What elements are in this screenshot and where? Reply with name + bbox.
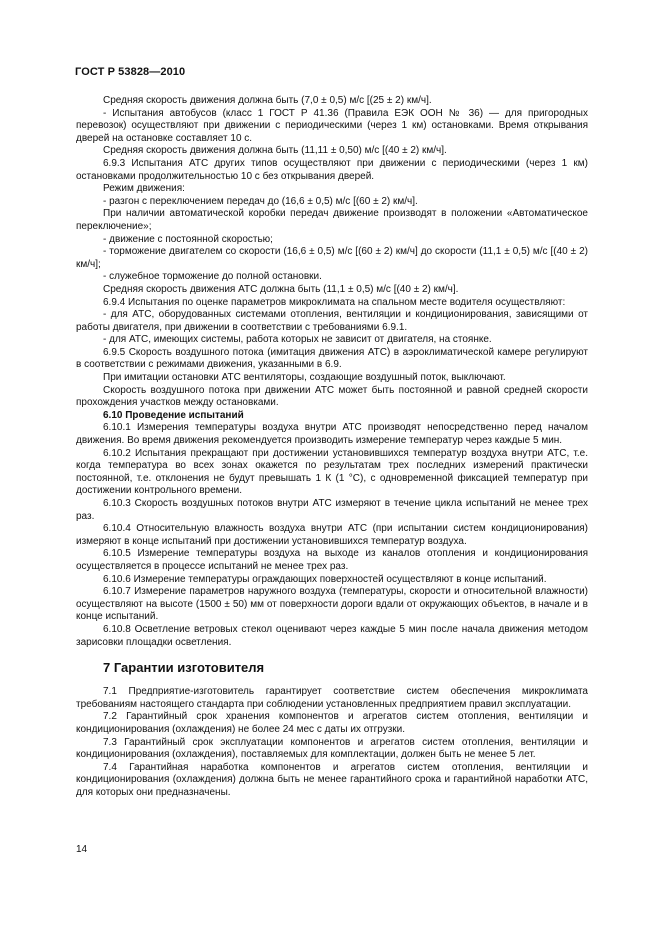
paragraph: 7.4 Гарантийная наработка компонентов и агрегатов систем отопления, вентиляции и кондиционирования (охлаждения) должна быть не менее гарантийного срока и гарантийной наработки АТС, для которых они предназначены. bbox=[76, 761, 588, 798]
paragraph: 6.9.4 Испытания по оценке параметров микроклимата на спальном месте водителя осуществляют: bbox=[103, 296, 566, 308]
paragraph: - для АТС, оборудованных системами отопления, вентиляции и кондиционирования, зависящими от работы двигателя, при движении в соответствии с требованиями 6.9.1. bbox=[76, 309, 588, 333]
paragraph: Режим движения: bbox=[103, 183, 185, 195]
paragraph: 6.9.3 Испытания АТС других типов осуществляют при движении с периодическими (через 1 км) остановками продолжительностью 10 с без открывания дверей. bbox=[76, 157, 588, 182]
paragraph: 6.9.5 Скорость воздушного потока (имитация движения АТС) в аэроклиматической камере регулируют в соответствии с режимами движения, указанными в 6.9. bbox=[76, 346, 588, 371]
paragraph: 7.2 Гарантийный срок хранения компонентов и агрегатов систем отопления, вентиляции и кондиционирования (охлаждения) не более 24 мес с даты их отгрузки. bbox=[76, 711, 588, 735]
paragraph: 6.10.5 Измерение температуры воздуха на выходе из каналов отопления и кондиционирования осуществляется в процессе испытаний не менее трех раз. bbox=[76, 548, 588, 572]
document-header: ГОСТ Р 53828—2010 bbox=[75, 66, 186, 78]
paragraph: Средняя скорость движения должна быть (11,11 ± 0,50) м/с [(40 ± 2) км/ч]. bbox=[103, 145, 447, 157]
paragraph: - служебное торможение до полной остановки. bbox=[103, 271, 322, 283]
paragraph: - движение с постоянной скоростью; bbox=[103, 233, 273, 245]
subsection-title: 6.10 Проведение испытаний bbox=[103, 409, 244, 421]
paragraph: - торможение двигателем со скорости (16,6 ± 0,5) м/с [(60 ± 2) км/ч] до скорости (11,1 ± 0,5) м/с [(40 ± 2) км/ч]; bbox=[76, 246, 588, 270]
paragraph: При имитации остановки АТС вентиляторы, создающие воздушный поток, выключают. bbox=[103, 372, 506, 384]
paragraph: 6.10.2 Испытания прекращают при достижении установившихся температур воздуха внутри АТС, т.е. когда температура во всех зонах окажется по результатам трех последних измерений практически постоянной, т.е. отклонения не будут превышать 1 К (1 °С), с одновременной фиксацией температур при достижении контрольного времени. bbox=[76, 447, 588, 497]
paragraph: - разгон с переключением передач до (16,6 ± 0,5) м/с [(60 ± 2) км/ч]. bbox=[103, 195, 418, 207]
document-body bbox=[76, 95, 588, 799]
section-title: 7 Гарантии изготовителя bbox=[103, 660, 265, 676]
paragraph: 6.10.8 Осветление ветровых стекол оценивают через каждые 5 мин после начала движения методом зарисовки площадки осветления. bbox=[76, 623, 588, 648]
paragraph: Средняя скорость движения АТС должна быть (11,1 ± 0,5) м/с [(40 ± 2) км/ч]. bbox=[103, 283, 459, 295]
paragraph: 7.3 Гарантийный срок эксплуатации компонентов и агрегатов систем отопления, вентиляции и кондиционирования (охлаждения), поставляемых для комплектации, должен быть не менее 5 лет. bbox=[76, 736, 588, 761]
paragraph: 6.10.7 Измерение параметров наружного воздуха (температуры, скорости и относительной влажности) осуществляют на высоте (1500 ± 50) мм от поверхности дороги вдали от окружающих объектов, в начале и в конце испытаний. bbox=[76, 586, 588, 623]
paragraph: 6.10.3 Скорость воздушных потоков внутри АТС измеряют в течение цикла испытаний не менее трех раз. bbox=[76, 498, 588, 522]
paragraph: Средняя скорость движения должна быть (7,0 ± 0,5) м/с [(25 ± 2) км/ч]. bbox=[103, 95, 432, 106]
paragraph: - для АТС, имеющих системы, работа которых не зависит от двигателя, на стоянке. bbox=[103, 334, 492, 346]
page-number: 14 bbox=[76, 844, 88, 855]
paragraph: 6.10.6 Измерение температуры ограждающих поверхностей осуществляют в конце испытаний. bbox=[103, 573, 547, 585]
paragraph: Скорость воздушного потока при движении АТС может быть постоянной и равной средней скорости прохождения участков между остановками. bbox=[76, 384, 588, 409]
paragraph: При наличии автоматической коробки передач движение производят в положении «Автоматическое переключение»; bbox=[76, 208, 588, 232]
paragraph: 6.10.4 Относительную влажность воздуха внутри АТС (при испытании систем кондиционирования) измеряют в конце испытаний при достижении установившихся температур воздуха. bbox=[76, 523, 588, 547]
paragraph: 7.1 Предприятие-изготовитель гарантирует соответствие систем обеспечения микроклимата требованиям настоящего стандарта при соблюдении установленных предприятием правил эксплуатации. bbox=[76, 686, 588, 710]
paragraph: 6.10.1 Измерения температуры воздуха внутри АТС производят непосредственно перед началом движения. Во время движения рекомендуется производить измерение температур через каждые 5 мин. bbox=[76, 422, 588, 447]
paragraph: - Испытания автобусов (класс 1 ГОСТ Р 41.36 (Правила ЕЭК ООН № 36) — для пригородных перевозок) осуществляют при движении с периодическими (через 1 км) остановками. Время открывания дверей на остановке составляет 10 с. bbox=[76, 107, 588, 144]
